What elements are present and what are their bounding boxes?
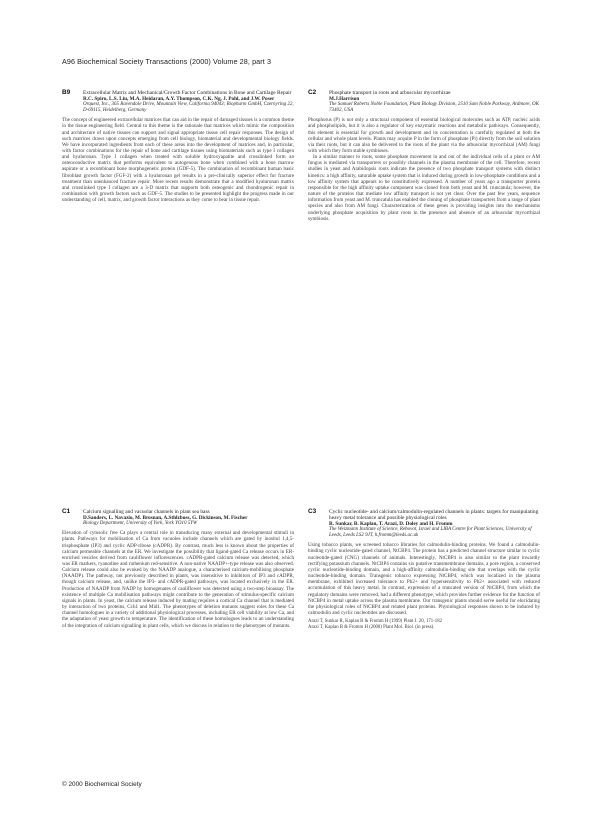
abstract-affiliation: Biology Department, University of York, York YO10 5YW: [83, 521, 198, 527]
abstract-id: C2: [308, 89, 317, 96]
abstract-id: C3: [308, 508, 317, 515]
abstract-title: Extracellular Matrix and Mechanical/Growth Factor Combinations in Bone and Cartilage Repair: [83, 90, 292, 96]
abstract-id: C1: [62, 508, 71, 515]
abstract-c1: [62, 509, 294, 629]
abstract-c2: [308, 90, 540, 222]
abstract-meta: [83, 509, 294, 527]
abstract-header: [308, 509, 540, 539]
abstract-header: [308, 90, 540, 114]
abstract-title: Cyclic nucleotide- and calcium/calmodulin-regulated channels in plants: targets for manipulating heavy metal tolerance and possible physiological roles: [329, 509, 539, 522]
abstract-header: [62, 509, 294, 527]
abstract-body: [62, 117, 294, 203]
running-header: A96 Biochemical Society Transactions (2000) Volume 28, part 3: [62, 57, 272, 66]
abstract-authors: D.Sanders, L. Navazio, M. Brosnan, A.Sthlzbuss, G. Dickinson, M. Fischer: [83, 515, 248, 522]
abstract-paragraph: Using tobacco plants, we screened tobacco libraries for calmodulin-binding proteins. We found a calmodulin-binding cyclic nucleotide-gated channel, NtCBP4. The protein has a predicted channel structure similar to cyclic nucleotide-gated (CNG) channels of animals. Interestingly, NtCBP4 is also similar to the plant inwardly rectifying potassium channels. NtCBP4 contains six putative transmembrane domains, a pore region, a conserved cyclic nucleotide-binding domain, and a high-affinity calmodulin-binding site that overlaps with the cyclic nucleotide-binding domain. Transgenic tobacco expressing NtCBP4, which was localized in the plasma membrane, exhibited increased tolerance to Pb2+ and hypersensitivity to Pb2+ associated with reduced accumulation of this heavy metal. In contrast, expression of a truncated version of NtCBP4, from which the regulatory domains were removed, had a different phenotype, which provides further evidence for the function of NtCBP4 in metal uptake across the plasma membrane. Our transgenic plants should serve useful for elucidating the physiological roles of NtCBP4 and related plant proteins. Physiological responses shown to be induced by calmodulin and cyclic nucleotides are discussed.: [308, 542, 540, 616]
abstract-title: Phosphate transport in roots and arbuscular mycorrhizae: [329, 90, 451, 96]
abstract-meta: [83, 90, 294, 114]
reference-item: Arazi T, Kaplan B & Fromm H (2000) Plant Mol. Biol. (in press).: [308, 624, 435, 630]
abstract-body: [308, 542, 540, 616]
copyright-footer: © 2000 Biochemical Society: [62, 781, 142, 788]
abstract-paragraph: In a similar manner to roots, some phosphate movement in and out of the individual cells of a plant or AM fungus is mediated via transporters or possibly channels in the plasma membrane of the cell. Therefore, recent studies in yeast and Arabidopsis roots indicate the presence of two phosphate transport systems with distinct kinetics: a high affinity, saturable uptake system that is induced during growth in low-phosphate conditions and a low affinity system that appears to be constitutively expressed. A number of years ago a transporter protein responsible for the high affinity uptake component was cloned from both yeast and M. truncatula; however, the nature of the proteins that mediate low affinity transport is not yet clear. Over the past few years, sequence information from yeast and M. truncatula has enabled the cloning of phosphate transporters from a range of plant species and also from AM fungi. Characterization of these genes is providing insights into the mechanisms underlying phosphate acquisition by plant roots in the presence and absence of an arbuscular mycorrhizal symbiosis.: [308, 154, 540, 222]
reference-item: Arazi T, Sunkar R, Kaplan B & Fromm H (1999) Plant J. 20, 171-182: [308, 619, 442, 625]
abstract-meta: [329, 509, 540, 539]
abstract-authors: R. Sunkar, B. Kaplan, T. Arazi, D. Doley and H. Fromm: [329, 521, 453, 528]
abstract-affiliation: Orquest, Inc., 365 Ravendale Drive, Mountain View, California 94043; Biopharm GmbH, Czernyring 22, D-69115, Heidelberg, Germany: [83, 102, 294, 114]
abstract-references: [308, 619, 540, 631]
abstract-c3: [308, 509, 540, 631]
abstract-paragraph: Phosphorus (P) is not only a structural component of essential biological molecules such as ATP, nucleic acids and phospholipids, but it is also a regulator of key enzymatic reactions and metabolic pathways. Consequently, this element is essential for growth and development and its concentration is carefully regulated at both the cellular and whole plant levels. Plants may acquire P in the form of phosphate (Pi) directly from the soil solution via their roots, but it can also be delivered to the roots of the plant via the arbuscular mycorrhizal (AM) fungi with which they form stable symbioses.: [308, 117, 540, 154]
abstract-authors: R.C. Spiro, L.S. Liu, M.A. Heidaran, A.Y. Thompson, C.K. Ng, J. Pohl, and J.W. Poser: [83, 96, 275, 103]
abstract-id: B9: [62, 89, 71, 96]
abstract-title: Calcium signalling and vacuolar channels in plant sea bass: [83, 509, 210, 515]
abstract-paragraph: The concept of engineered extracellular matrices that can aid in the repair of damaged tissues is a common theme in the tissue engineering field. Central to this theme is the rationale that matrices which mimic the composition and architecture of native tissues can support and signal appropriate tissue cell repair responses. The design of such matrices draws upon concepts emerging from cell biology, biomaterial and developmental biology fields. We have incorporated ingredients from each of these areas into the development of matrices and, in particular, with factor combinations for the repair of bone and cartilage tissues using biomaterials such as type I collagen and hyaluronan. Type I collagen when treated with soluble hydroxyapatite and crosslinked form an osteoconductive matrix that performs equivalent to autogenous bone when combined with a bone marrow aspirate or a recombinant bone morphogenetic protein (GDF-5). The combination of recombinant human basic fibroblast growth factor (FGF-2) with a hyaluronan gel results in a pre-clinically superior effect for fracture treatment than unenhanced fracture repair. More recent results demonstrate that a modified hyaluronan matrix and crosslinked type I collagen are a 3-D matrix that supports both osteogenic and chondrogenic repair in combination with growth factors such as GDF-5. The studies to be presented highlight the progress made in our understanding of cell, matrix, and growth factor interactions as they come to bear in tissue repair.: [62, 117, 294, 204]
abstract-authors: M.J.Harrison: [329, 96, 360, 103]
abstract-affiliation: The Weizmann Institute of Science, Rehovot, Israel and LIBA Centre for Plant Sciences, University of Leeds, Leeds LS2 9JT, h.fromm@leeds.ac.uk: [329, 527, 532, 539]
abstract-body: [308, 117, 540, 222]
abstract-meta: [329, 90, 540, 114]
abstract-affiliation: The Samuel Roberts Noble Foundation, Plant Biology Division, 2510 Sam Noble Parkway, Ardmore, OK 73402, USA: [329, 102, 539, 114]
abstract-paragraph: Elevation of cytosolic free Ca plays a central role in transducing many external and developmental stimuli in plants. Pathways for mobilisation of Ca from vacuoles include channels which are gated by inositol 1,4,5-trisphosphate (IP3) and cyclic ADP-ribose (cADPR). By contrast, much less is known about the properties of calcium permeable channels at the ER. We investigate the possibility that ligand-gated Ca release occurs in ER-enriched vesicles derived from cauliflower inflorescences. cADPR-gated calcium release was detected, which was ER markers, ryanodine and ruthenium red-sensitive. A non-native NAADP+-type release was also observed. Calcium release could also be evoked by the NAADP analogue, a characterised calcium-mobilising phosphate (NAADP). The pathway, not previously described in plants, was insensitive to inhibitors of IP3 and cADPR, though calcium release, and, unlike the IP3- and cADPR-gated pathways, was located exclusively in the ER. Production of NAADP from NADP by homogenates of cauliflower was detected using a two-step bioassay. The existence of multiple Ca mobilisation pathways might contribute to the generation of stimulus-specific calcium signals in plants. In yeast, the calcium release induced by mating requires a cortical Ca channel that is mediated by interaction of two proteins, Cch1 and Mid1. The phenotypes of deletion mutants suggest roles for these Ca channel homologues in a variety of additional physiological processes, including ER cell viability at low Ca, and the adaptation of yeast growth to temperature. The identification of these homologues leads to an understanding of the integration of calcium signalling in plant cells, which we discuss in relation to the phenotypes of mutants.: [62, 530, 294, 629]
abstract-b9: [62, 90, 294, 203]
abstract-body: [62, 530, 294, 629]
abstract-header: [62, 90, 294, 114]
